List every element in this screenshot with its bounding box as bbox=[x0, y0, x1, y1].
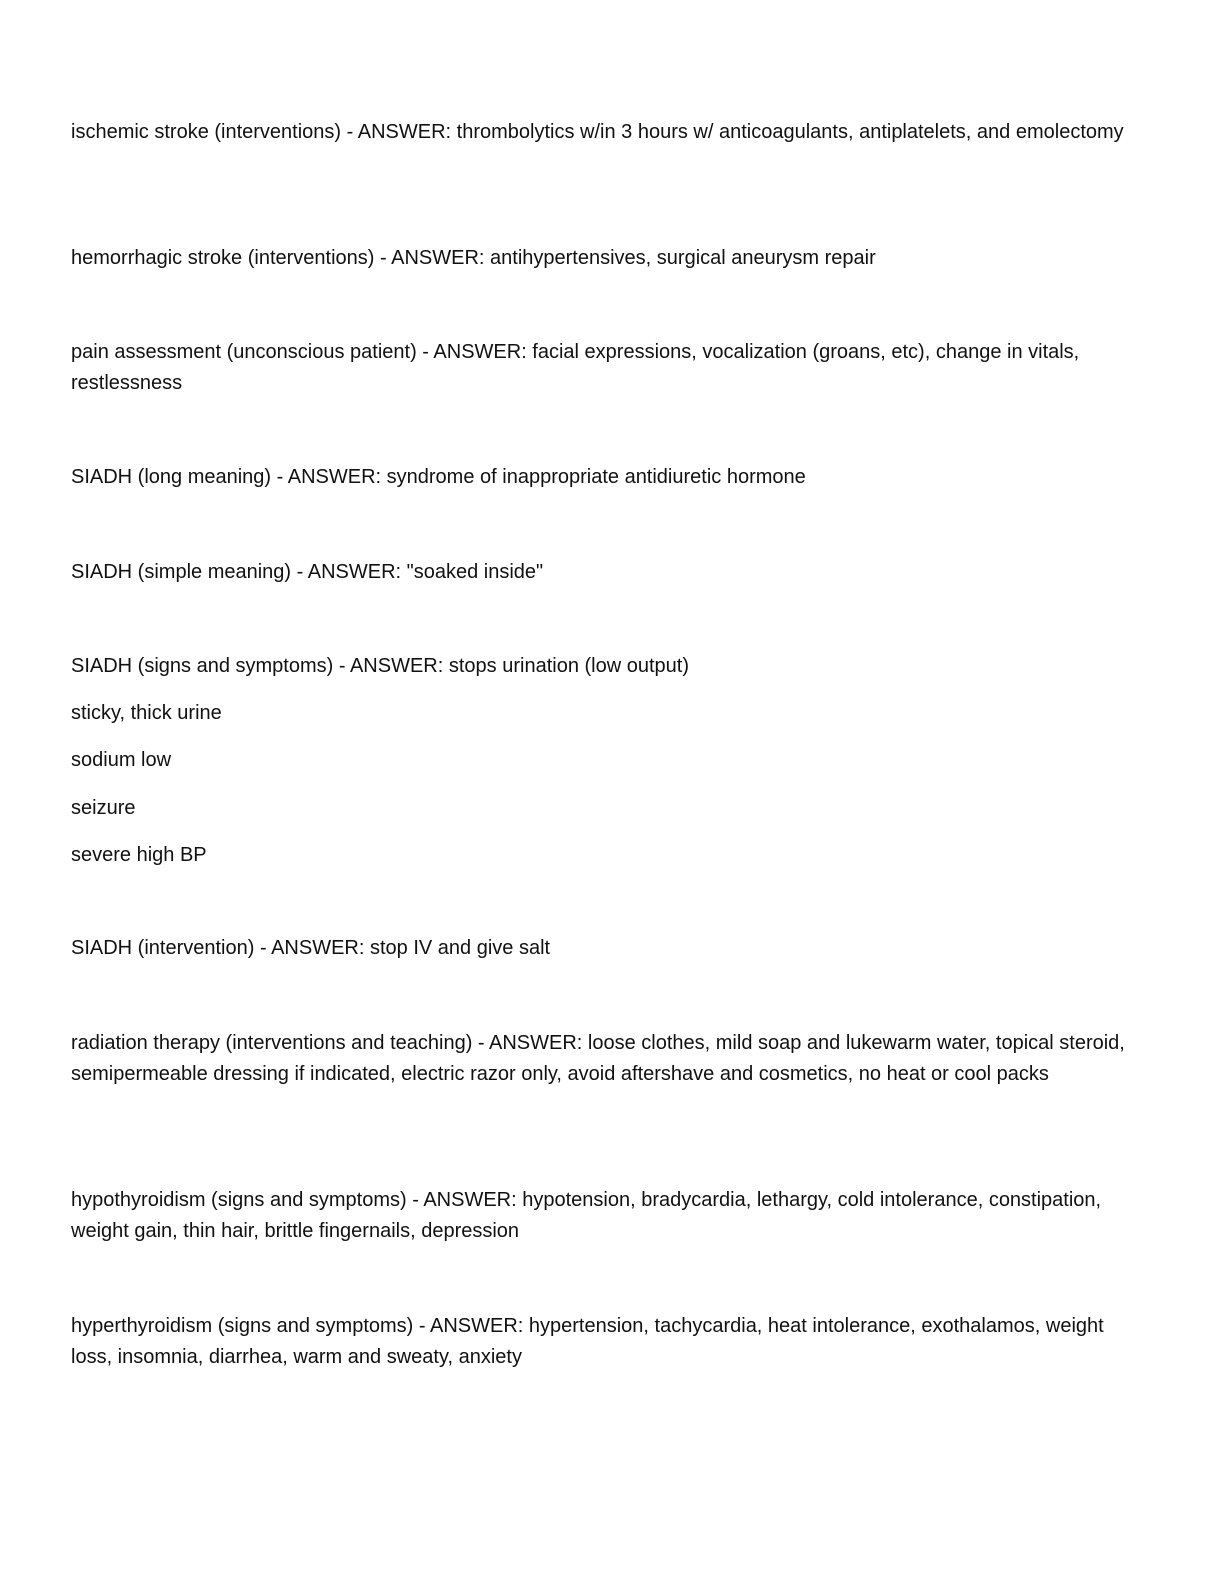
siadh-sign-line: seizure bbox=[71, 797, 136, 819]
entry-siadh-intervention: SIADH (intervention) - ANSWER: stop IV and give salt bbox=[71, 937, 551, 959]
siadh-sign-line: sticky, thick urine bbox=[71, 702, 222, 724]
entry-hypothyroidism: hypothyroidism (signs and symptoms) - ANSWER: hypotension, bradycardia, lethargy, cold intolerance, constipation, weight gain, thin hair, brittle fingernails, depression bbox=[71, 1189, 1102, 1242]
entry-siadh-signs: SIADH (signs and symptoms) - ANSWER: stops urination (low output) bbox=[71, 655, 689, 677]
entry-radiation-therapy: radiation therapy (interventions and teaching) - ANSWER: loose clothes, mild soap and lukewarm water, topical steroid, semipermeable dressing if indicated, electric razor only, avoid aftershave and cosmetics, no heat or cool packs bbox=[71, 1032, 1125, 1085]
entry-siadh-long-meaning: SIADH (long meaning) - ANSWER: syndrome of inappropriate antidiuretic hormone bbox=[71, 466, 806, 488]
entry-hyperthyroidism: hyperthyroidism (signs and symptoms) - ANSWER: hypertension, tachycardia, heat intolerance, exothalamos, weight loss, insomnia, diarrhea, warm and sweaty, anxiety bbox=[71, 1315, 1104, 1368]
entry-ischemic-stroke: ischemic stroke (interventions) - ANSWER: thrombolytics w/in 3 hours w/ anticoagulants, antiplatelets, and emolectomy bbox=[71, 121, 1124, 143]
entry-hemorrhagic-stroke: hemorrhagic stroke (interventions) - ANSWER: antihypertensives, surgical aneurysm repair bbox=[71, 247, 876, 269]
entry-siadh-simple-meaning: SIADH (simple meaning) - ANSWER: "soaked inside" bbox=[71, 561, 544, 583]
siadh-sign-line: sodium low bbox=[71, 749, 172, 771]
entry-pain-assessment: pain assessment (unconscious patient) - ANSWER: facial expressions, vocalization (groans, etc), change in vitals, restlessness bbox=[71, 341, 1080, 394]
siadh-sign-line: severe high BP bbox=[71, 844, 207, 866]
